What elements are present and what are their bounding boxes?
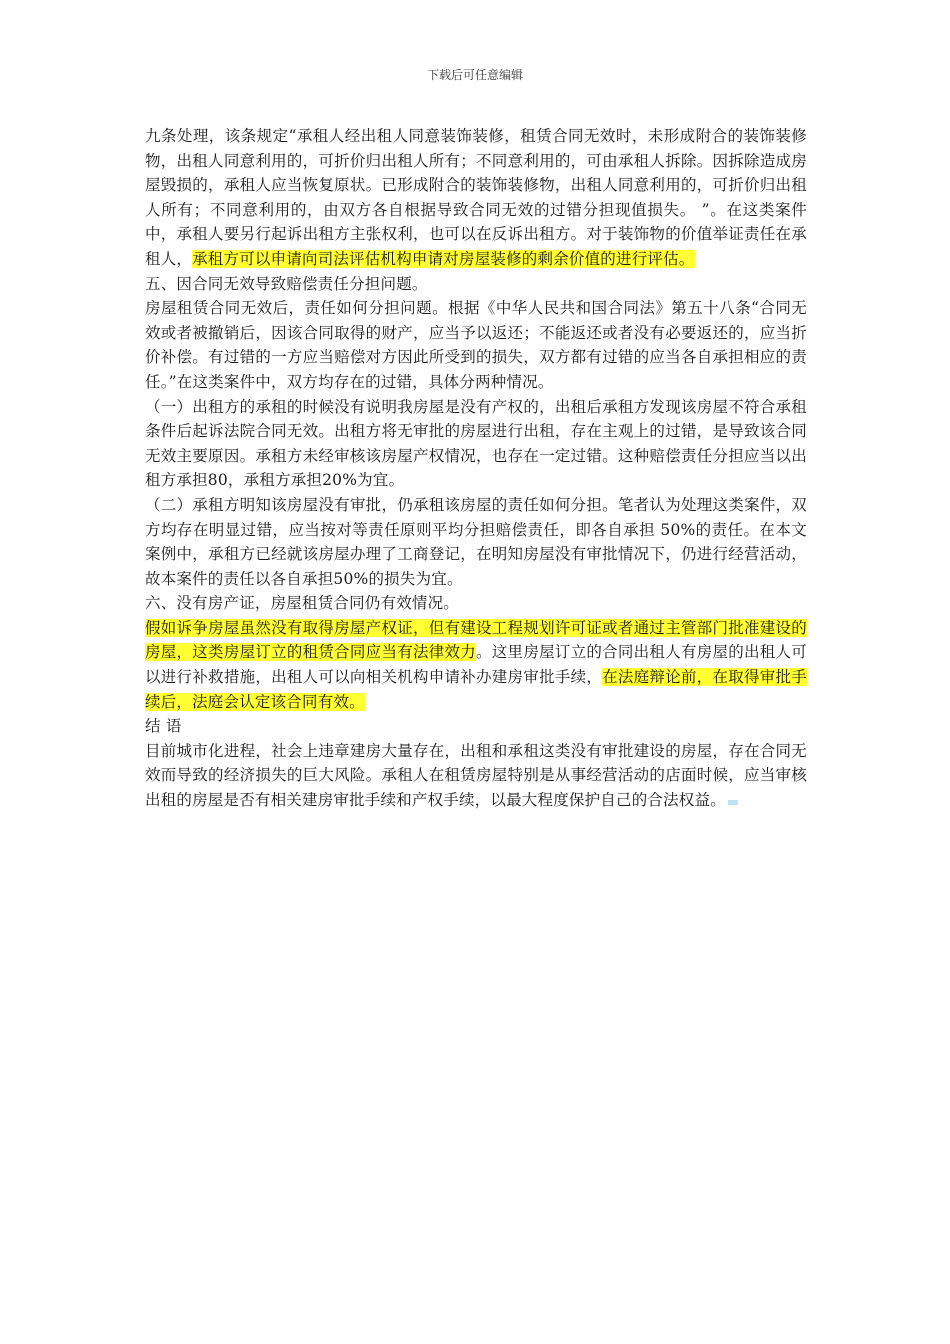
end-of-text-mark — [728, 800, 738, 805]
paragraph-conclusion — [145, 739, 807, 813]
text-segment: 结 语 — [145, 717, 182, 736]
paragraph-valid-contract — [145, 616, 807, 714]
text-segment: 九条处理，该条规定“承租人经出租人同意装饰装修，租赁合同无效时，未形成附合的装饰装修物，出租人同意利用的，可折价归出租人所有；不同意利用的，可由承租人拆除。因拆除造成房屋毁损的，承租人应当恢复原状。已形成附合的装饰装修物，出租人同意利用的，可折价归出租人所有；不同意利用的，由双方各自根据导致合同无效的过错分担现值损失。 ”。在这类案件中，承租人要另行起诉出租方主张权利，也可以在反诉出租方。对于装饰物的价值举证责任在承租人， — [145, 127, 807, 268]
highlighted-text: 假如诉争房屋虽然没有取得房屋产权证，但有建设工程规划许可证或者通过主管部门批准建设的房屋，这类房屋订立的租赁合同应当有法律效力 — [145, 618, 807, 662]
section-heading-five — [145, 272, 807, 297]
text-segment: （二）承租方明知该房屋没有审批，仍承租该房屋的责任如何分担。笔者认为处理这类案件，双方均存在明显过错，应当按对等责任原则平均分担赔偿责任，即各自承担 50%的责任。在本文案例中，承租方已经就该房屋办理了工商登记，在明知房屋没有审批情况下，仍进行经营活动，故本案件的责任以各自承担50%的损失为宜。 — [145, 495, 807, 588]
paragraph-liability-sharing — [145, 296, 807, 394]
text-segment: 房屋租赁合同无效后，责任如何分担问题。根据《中华人民共和国合同法》第五十八条“合同无效或者被撤销后，因该合同取得的财产，应当予以返还；不能返还或者没有必要返还的，应当折价补偿。有过错的一方应当赔偿对方因此所受到的损失，双方都有过错的应当各自承担相应的责任。”在这类案件中，双方均存在的过错，具体分两种情况。 — [145, 299, 807, 391]
conclusion-heading — [145, 714, 807, 739]
text-segment: 目前城市化进程，社会上违章建房大量存在，出租和承租这类没有审批建设的房屋，存在合同无效而导致的经济损失的巨大风险。承租人在租赁房屋特别是从事经营活动的店面时候，应当审核出租的房屋是否有相关建房审批手续和产权手续，以最大程度保护自己的合法权益。 — [145, 741, 807, 810]
text-segment: （一）出租方的承租的时候没有说明我房屋是没有产权的，出租后承租方发现该房屋不符合承租条件后起诉法院合同无效。出租方将无审批的房屋进行出租，存在主观上的过错，是导致该合同无效主要原因。承租方未经审核该房屋产权情况，也存在一定过错。这种赔偿责任分担应当以出租方承担80，承租方承担20%为宜。 — [145, 397, 807, 490]
highlighted-text: 在法庭辩论前，在取得审批手续后，法庭会认定该合同有效。 — [145, 668, 807, 711]
document-body — [145, 124, 807, 813]
section-heading-six — [145, 591, 807, 616]
text-segment: 五、因合同无效导致赔偿责任分担问题。 — [145, 274, 428, 293]
text-segment: 。这里房屋订立的合同出租人有房屋的出租人可以进行补救措施，出租人可以向相关机构申请补办建房审批手续， — [145, 643, 807, 687]
highlighted-text: 承租方可以申请向司法评估机构申请对房屋装修的剩余价值的进行评估。 — [192, 249, 695, 268]
page-header: 下载后可任意编辑 — [426, 68, 523, 82]
paragraph-case-two — [145, 493, 807, 591]
text-segment: 六、没有房产证，房屋租赁合同仍有效情况。 — [145, 594, 460, 613]
paragraph-case-one — [145, 395, 807, 493]
paragraph-article-59-clause — [145, 124, 807, 272]
